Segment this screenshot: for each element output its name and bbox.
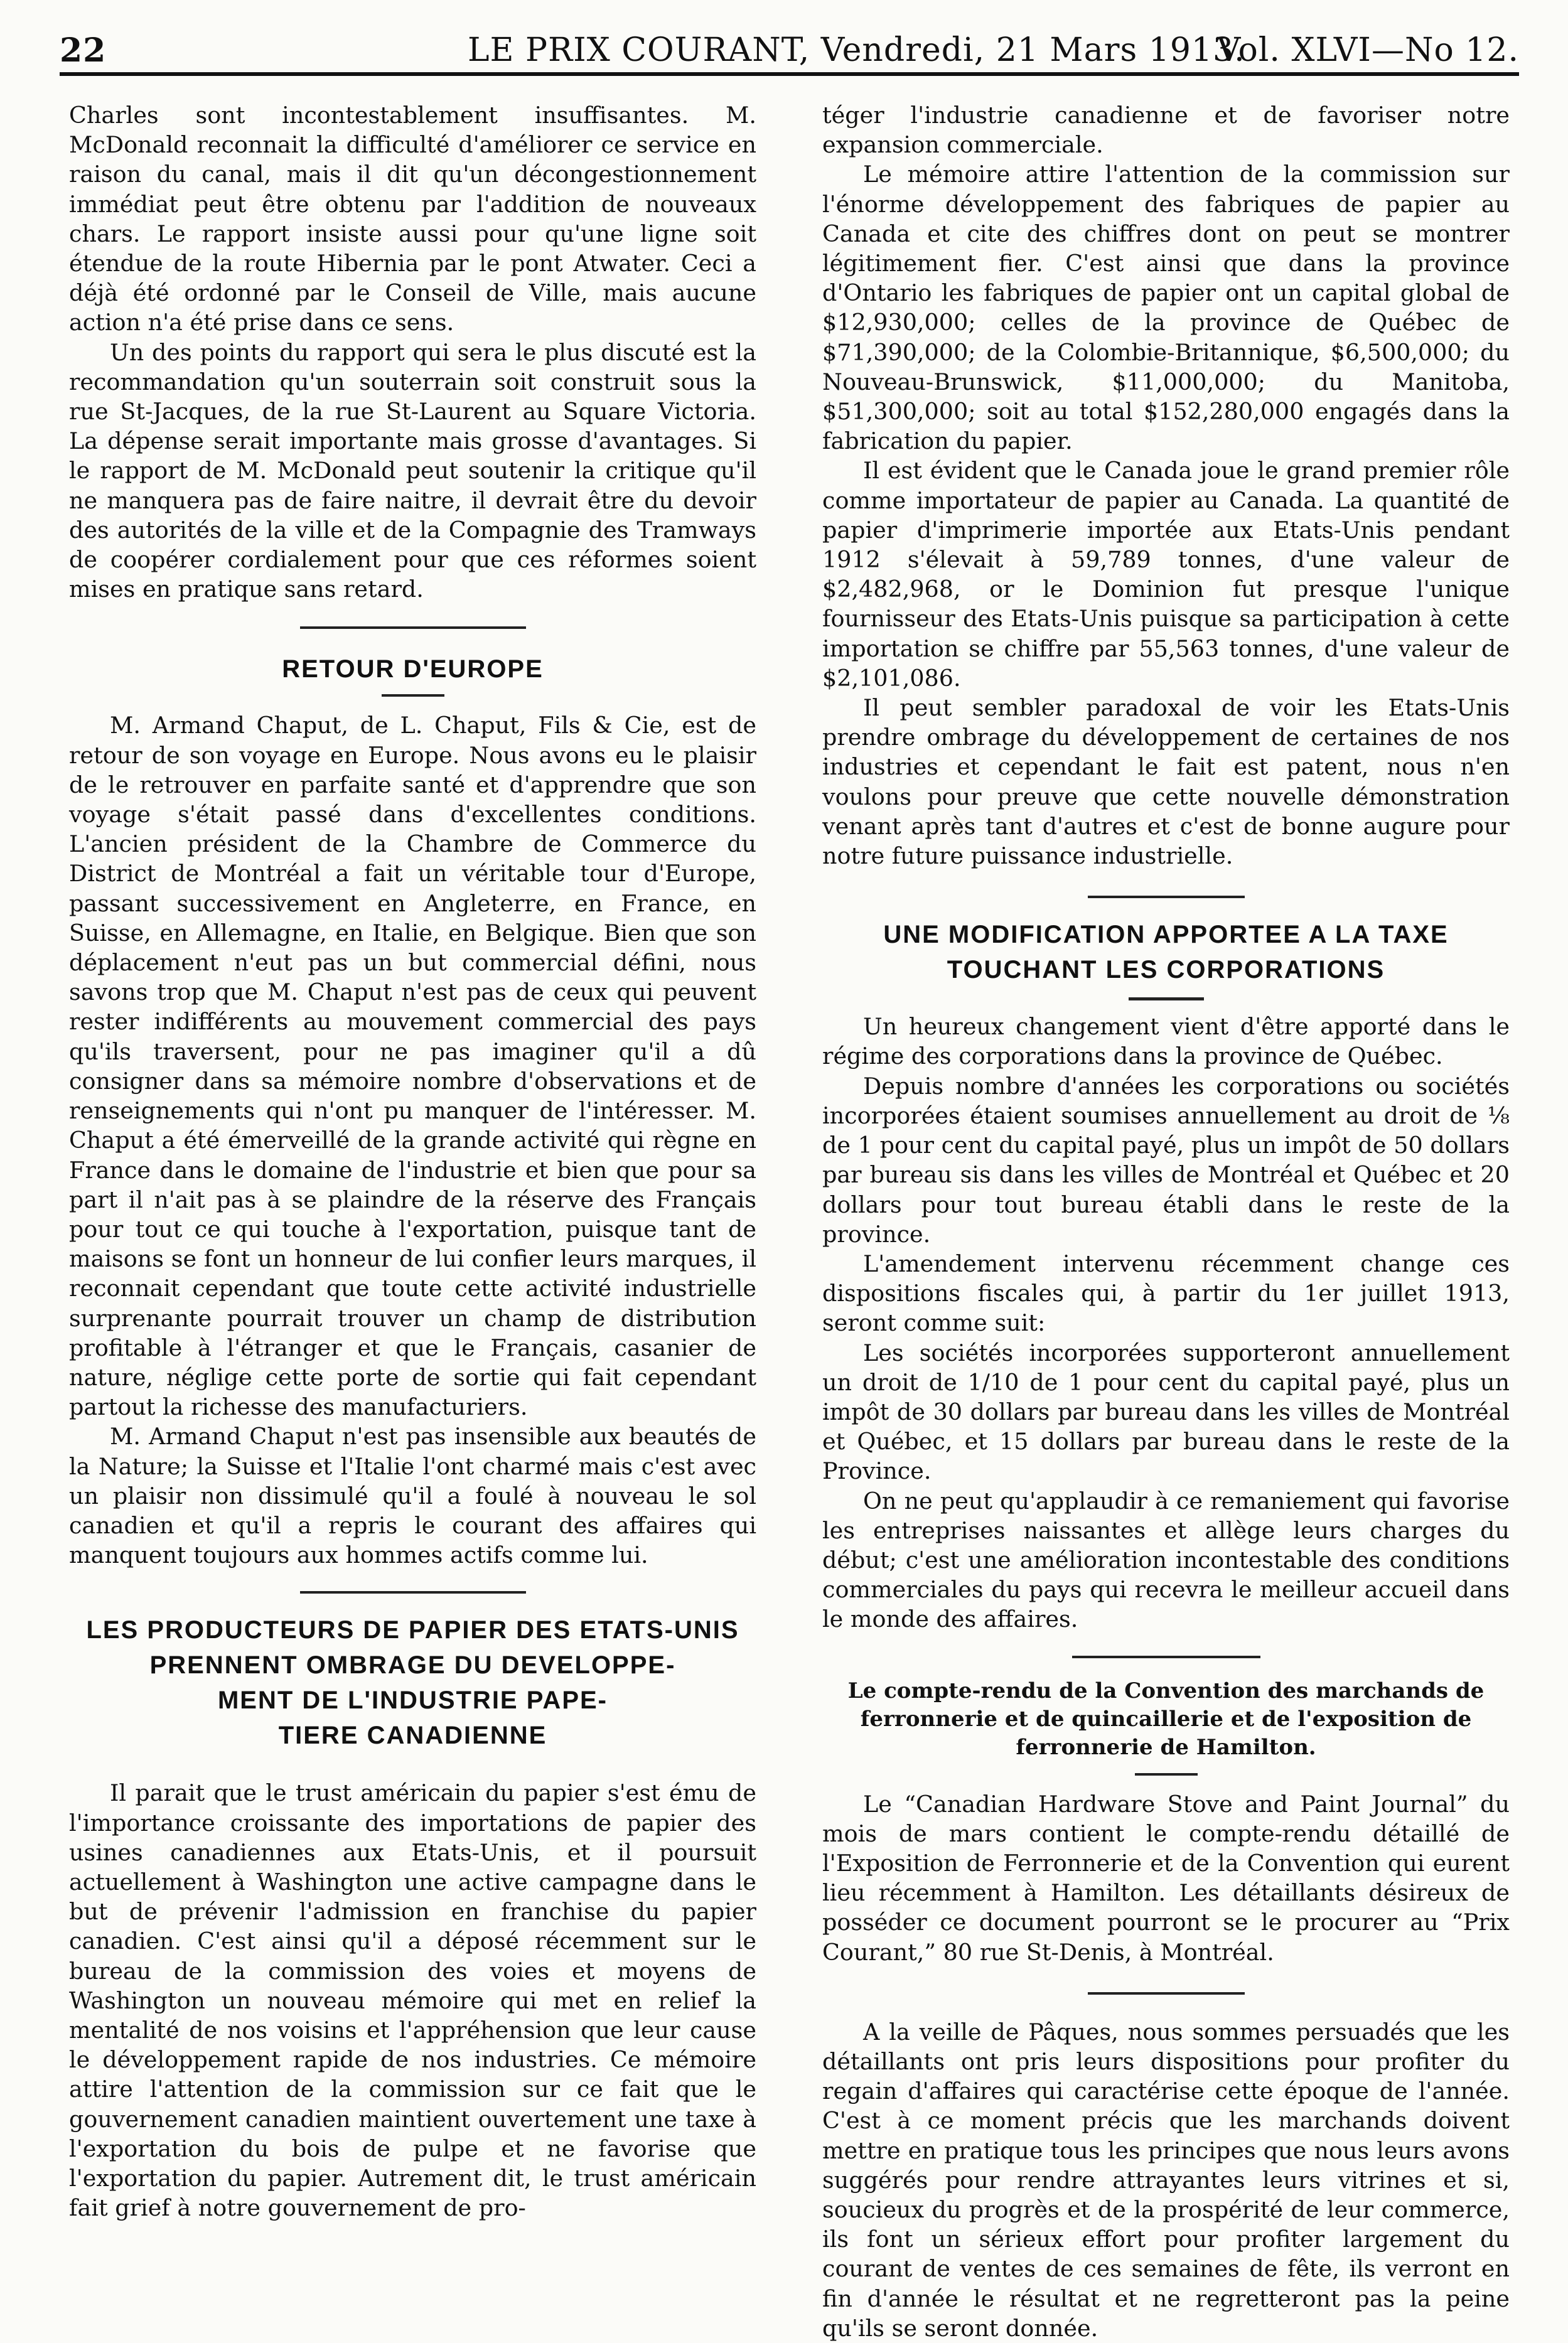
article-title-line: TIERE CANADIENNE [278,1722,547,1750]
retour-paragraph-1: M. Armand Chaput, de L. Chaput, Fils & Cie, est de retour de son voyage en Europe. Nous avons eu le plaisir de le retrouver en parfaite santé et d'apprendre que son voyage s'était passé dans d'excellentes conditions. L'ancien président de la Chambre de Commerce du District de Montréal a fait un véritable tour d'Europe, passant successivement en Angleterre, en France, en Suisse, en Allemagne, en Italie, en Belgique. Bien que son déplacement n'eut pas un but commercial défini, nous savons trop que M. Chaput n'est pas de ceux qui peuvent rester indifférents au mouvement commercial des pays qu'ils traversent, pour ne pas imaginer qu'il a dû consigner dans sa mémoire nombre d'observations et de renseignements qui n'ont pu manquer de l'intéresser. M. Chaput a été émerveillé de la grande activité qui règne en France dans le domaine de l'industrie et bien que pour sa part il n'ait pas à se plaindre de la réserve des Français pour tout ce qui touche à l'exportation, puisque tant de maisons se font un honneur de lui confier leurs marques, il reconnait cependant que toute cette activité industrielle surprenante pourrait trouver un champ de distribution profitable à l'étranger et que le Français, casanier de nature, néglige cette porte de sortie qui fait cependant partout la richesse des manufacturiers. [69,712,756,1421]
title-divider [382,694,444,697]
retour-paragraph-2: M. Armand Chaput n'est pas insensible aux beautés de la Nature; la Suisse et l'Italie l'ont charmé mais c'est avec un plaisir non dissimulé qu'il a foulé à nouveau le sol canadien et qu'il a repris le courant des affaires qui manquent toujours aux hommes actifs comme lui. [69,1423,756,1569]
paques-paragraph-1: A la veille de Pâques, nous sommes persuadés que les détaillants ont pris leurs dispositions pour profiter du regain d'affaires qui caractérise cette époque de l'année. C'est à ce moment précis que les marchands doivent mettre en pratique tous les principes que nous leurs avons suggérés pour rendre attrayantes leurs vitrines et si, soucieux du progrès et de la prospérité de leur commerce, ils font un sérieux effort pour profiter largement du courant de ventes de ces semaines de fête, ils verront en fin d'année le résultat et ne regretteront pas la peine qu'ils se seront donnée. [822,2018,1510,2342]
article-title-line: ferronnerie de Hamilton. [1016,1734,1316,1760]
header-rule [60,72,1519,76]
right-column [822,100,1510,2343]
section-divider [1088,896,1245,898]
article-title-papier [69,1612,756,1753]
article-title-line: TOUCHANT LES CORPORATIONS [947,956,1385,984]
publication-title: LE PRIX COURANT, Vendredi, 21 Mars 1913. [468,31,1245,69]
article-title-hamilton [822,1677,1510,1762]
taxe-paragraph-5: On ne peut qu'applaudir à ce remaniement qui favorise les entreprises naissantes et allège leurs charges du début; c'est une amélioration incontestable des conditions commerciales du pays qui recevra le meilleur accueil dans le monde des affaires. [822,1487,1510,1633]
title-divider [1129,997,1204,1000]
article-title-line: MENT DE L'INDUSTRIE PAPE- [217,1686,608,1715]
papier-paragraph-4: Il peut sembler paradoxal de voir les Etats-Unis prendre ombrage du développement de certaines de nos industries et cependant le fait est patent, nous n'en voulons pour preuve que cette nouvelle démonstration venant après tant d'autres et c'est de bonne augure pour notre future puissance industrielle. [822,694,1510,870]
section-divider [300,1591,526,1594]
papier-paragraph-1: Il parait que le trust américain du papier s'est ému de l'importance croissante des importations de papier des usines canadiennes aux Etats-Unis, et il poursuit actuellement à Washington une active campagne dans le but de prévenir l'admission en franchise du papier canadien. C'est ainsi qu'il a déposé récemment sur le bureau de la commission des voies et moyens de Washington un nouveau mémoire qui met en relief la mentalité de nos voisins et l'appréhension que leur cause le développement rapide de nos industries. Ce mémoire attire l'attention de la commission sur ce fait que le gouvernement canadien maintient ouvertement une taxe à l'exportation du bois de pulpe et ne favorise que l'exportation du papier. Autrement dit, le trust américain fait grief à notre gouvernement de pro- [69,1779,756,2222]
papier-continuation: téger l'industrie canadienne et de favoriser notre expansion commerciale. [822,102,1510,159]
page-number: 22 [60,31,107,70]
taxe-paragraph-3: L'amendement intervenu récemment change ces dispositions fiscales qui, à partir du 1er juillet 1913, seront comme suit: [822,1250,1510,1337]
section-divider [300,626,526,629]
intro-paragraph-1: Charles sont incontestablement insuffisantes. M. McDonald reconnait la difficulté d'améliorer ce service en raison du canal, mais il dit qu'un décongestionnement immédiat peut être obtenu par l'addition de nouveaux chars. Le rapport insiste aussi pour qu'une ligne soit étendue de la route Hibernia par le pont Atwater. Ceci a déjà été ordonné par le Conseil de Ville, mais aucune action n'a été prise dans ce sens. [69,102,756,336]
article-title-line: RETOUR D'EUROPE [282,655,544,684]
taxe-paragraph-2: Depuis nombre d'années les corporations ou sociétés incorporées étaient soumises annuellement au droit de ⅛ de 1 pour cent du capital payé, plus un impôt de 50 dollars par bureau sis dans les villes de Montréal et Québec et 20 dollars pour tout bureau établi dans le reste de la province. [822,1072,1510,1248]
papier-paragraph-2: Le mémoire attire l'attention de la commission sur l'énorme développement des fabriques de papier au Canada et cite des chiffres dont on peut se montrer légitimement fier. C'est ainsi que dans la province d'Ontario les fabriques de papier ont un capital global de $12,930,000; celles de la province de Québec de $71,390,000; de la Colombie-Britannique, $6,500,000; du Nouveau-Brunswick, $11,000,000; du Manitoba, $51,300,000; soit au total $152,280,000 engagés dans la fabrication du papier. [822,161,1510,455]
article-title-retour [69,651,756,687]
article-title-line: UNE MODIFICATION APPORTEE A LA TAXE [883,921,1449,949]
section-divider [1072,1656,1260,1658]
article-title-line: Le compte-rendu de la Convention des marchands de ferronnerie et de quincaillerie et de l'exposition de [847,1678,1485,1732]
article-title-line: LES PRODUCTEURS DE PAPIER DES ETATS-UNIS [86,1616,739,1644]
intro-paragraph-2: Un des points du rapport qui sera le plus discuté est la recommandation qu'un souterrain soit construit sous la rue St-Jacques, de la rue St-Laurent au Square Victoria. La dépense serait importante mais grosse d'avantages. Si le rapport de M. McDonald peut soutenir la critique qu'il ne manquera pas de faire naitre, il devrait être du devoir des autorités de la ville et de la Compagnie des Tramways de coopérer cordialement pour que ces réformes soient mises en pratique sans retard. [69,338,756,603]
papier-paragraph-3: Il est évident que le Canada joue le grand premier rôle comme importateur de papier au Canada. La quantité de papier d'imprimerie importée aux Etats-Unis pendant 1912 s'élevait à 59,789 tonnes, d'une valeur de $2,482,968, or le Dominion fut presque l'unique fournisseur des Etats-Unis puisque sa participation à cette importation se chiffre par 55,563 tonnes, d'une valeur de $2,101,086. [822,457,1510,692]
left-column [69,100,756,2222]
title-divider [1135,1773,1198,1776]
section-divider [1088,1992,1245,1995]
taxe-paragraph-4: Les sociétés incorporées supporteront annuellement un droit de 1/10 de 1 pour cent du capital payé, plus un impôt de 30 dollars par bureau dans les villes de Montréal et Québec, et 15 dollars par bureau dans le reste de la Province. [822,1339,1510,1485]
article-title-taxe [822,917,1510,987]
hamilton-paragraph-1: Le “Canadian Hardware Stove and Paint Journal” du mois de mars contient le compte-rendu détaillé de l'Exposition de Ferronnerie et de la Convention qui eurent lieu récemment à Hamilton. Les détaillants désireux de posséder ce document pourront se le procurer au “Prix Courant,” 80 rue St-Denis, à Montréal. [822,1790,1510,1966]
article-title-line: PRENNENT OMBRAGE DU DEVELOPPE- [149,1651,676,1680]
volume-number: Vol. XLVI—No 12. [1216,31,1519,69]
taxe-paragraph-1: Un heureux changement vient d'être apporté dans le régime des corporations dans la province de Québec. [822,1013,1510,1070]
